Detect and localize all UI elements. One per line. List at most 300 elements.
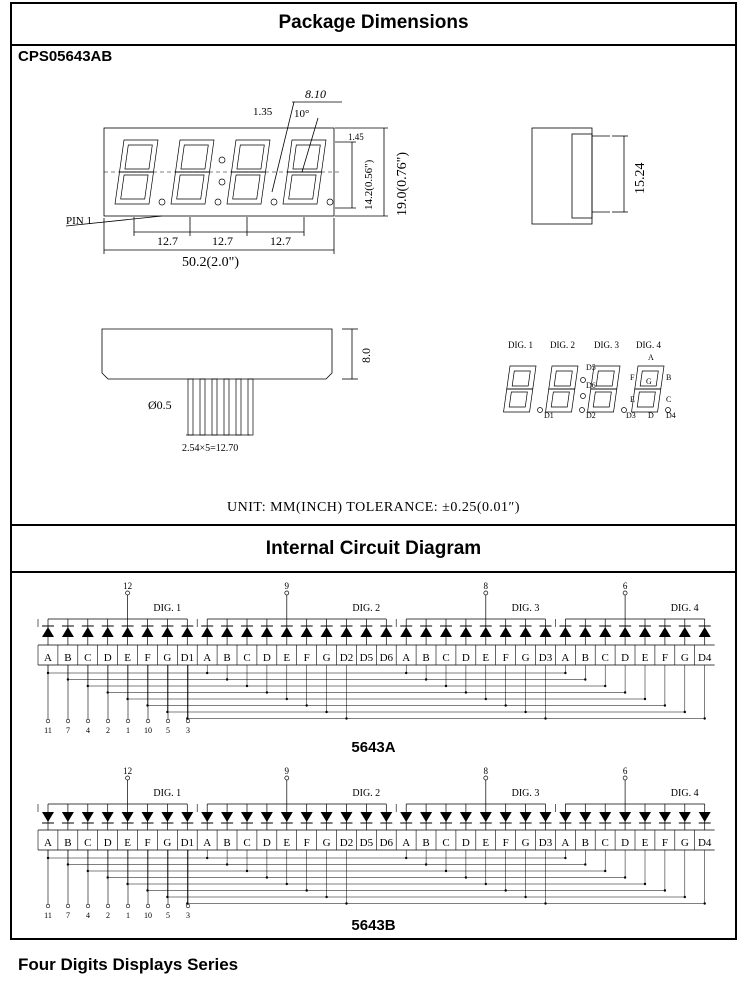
layout-colon-bottom: [581, 394, 586, 399]
common-pin-label-1: 12: [123, 766, 133, 776]
segment-label-d: D: [621, 652, 630, 664]
segment-label-a: A: [44, 652, 52, 664]
digit-label-1: DIG. 1: [153, 788, 182, 799]
junction-dot: [465, 691, 467, 693]
bottom-pin-label-1: 11: [44, 726, 52, 735]
junction-dot: [266, 691, 268, 693]
diode-14: [301, 812, 313, 822]
segment-label-d3: D3: [538, 837, 553, 849]
pin-3: [212, 379, 217, 435]
diode-9: [201, 812, 213, 822]
internal-circuit-title: Internal Circuit Diagram: [265, 538, 482, 559]
diode-19: [400, 627, 412, 637]
segment-label-c: C: [442, 837, 450, 849]
diode-3: [82, 627, 94, 637]
dp-d5: D5: [586, 363, 596, 372]
bottom-pin-10: [146, 904, 150, 908]
segment-label-d4: D4: [697, 652, 712, 664]
common-pin-12: [126, 776, 130, 780]
segment-label-d5: D5: [359, 837, 374, 849]
divider: [12, 571, 735, 573]
divider: [12, 44, 735, 46]
diode-2: [62, 812, 74, 822]
diode-7: [161, 627, 173, 637]
junction-dot: [524, 711, 526, 713]
segment-label-a: A: [402, 837, 411, 849]
junction-dot: [186, 717, 188, 719]
bottom-pin-7: [66, 904, 70, 908]
junction-dot: [524, 896, 526, 898]
diode-26: [540, 627, 552, 637]
junction-dot: [306, 889, 308, 891]
segment-label-e: E: [124, 652, 131, 664]
front-dp-1: [159, 199, 165, 205]
bottom-height-label: 8.0: [359, 348, 373, 363]
digit-label-4: DIG. 4: [670, 788, 699, 799]
common-pin-label-3: 8: [483, 766, 489, 776]
segment-label-c: C: [84, 652, 92, 664]
segment-label-d: D: [461, 652, 470, 664]
segment-label-d: D: [103, 652, 112, 664]
segment-label-e: E: [283, 652, 291, 664]
segment-label-f: F: [661, 652, 668, 664]
segment-label-a: A: [44, 837, 52, 849]
common-pin-label-2: 9: [284, 581, 290, 591]
junction-dot: [544, 717, 546, 719]
segment-label-a: A: [561, 652, 570, 664]
diode-22: [460, 627, 472, 637]
segment-label-d: D: [262, 652, 271, 664]
junction-dot: [584, 678, 586, 680]
width-label: 50.2(2.0"): [182, 255, 240, 270]
diode-24: [500, 627, 512, 637]
segment-label-c: C: [84, 837, 92, 849]
dp-d2: D2: [586, 411, 596, 420]
junction-dot: [345, 902, 347, 904]
diode-30: [619, 627, 631, 637]
junction-dot: [146, 704, 148, 706]
segment-label-g: G: [521, 837, 530, 849]
common-pin-8: [484, 776, 488, 780]
pin-1: [188, 379, 193, 435]
series-title: Four Digits Displays Series: [18, 955, 239, 974]
dp-d4: D4: [666, 411, 676, 420]
layout-dig-3: DIG. 3: [594, 340, 619, 350]
diode-18: [380, 627, 392, 637]
dp-d3: D3: [626, 411, 636, 420]
dim-8-10: 8.10: [305, 87, 326, 101]
diode-12: [261, 812, 273, 822]
junction-dot: [186, 902, 188, 904]
diode-6: [142, 812, 154, 822]
bottom-pin-label-1: 11: [44, 911, 52, 920]
junction-dot: [325, 896, 327, 898]
diode-18: [380, 812, 392, 822]
segment-label-f: F: [502, 837, 509, 849]
diode-1: [42, 627, 54, 637]
junction-dot: [684, 896, 686, 898]
diode-25: [520, 812, 532, 822]
segment-label-f: F: [144, 837, 151, 849]
junction-dot: [624, 691, 626, 693]
dp-d1: D1: [544, 411, 554, 420]
junction-dot: [87, 685, 89, 687]
junction-dot: [465, 876, 467, 878]
height-inner-label: 14.2(0.56"): [363, 159, 375, 210]
diode-15: [321, 627, 333, 637]
unit-tolerance-note: UNIT: MM(INCH) TOLERANCE: ±0.25(0.01″): [226, 500, 520, 515]
segment-label-f: F: [144, 652, 151, 664]
bottom-pin-7: [66, 719, 70, 723]
junction-dot: [206, 672, 208, 674]
model-number: CPS05643AB: [18, 48, 113, 65]
junction-dot: [345, 717, 347, 719]
segment-label-g: G: [680, 837, 689, 849]
layout-dig-1: DIG. 1: [508, 340, 533, 350]
diode-17: [360, 627, 372, 637]
segment-label-b: B: [223, 837, 231, 849]
front-dp-3: [271, 199, 277, 205]
layout-digit-4: [632, 366, 664, 412]
diode-25: [520, 627, 532, 637]
diode-6: [142, 627, 154, 637]
diode-20: [420, 627, 432, 637]
diode-17: [360, 812, 372, 822]
segment-label-a: A: [203, 837, 212, 849]
junction-dot: [564, 857, 566, 859]
digit-label-1: DIG. 1: [153, 603, 182, 614]
junction-dot: [166, 896, 168, 898]
front-colon-top: [219, 157, 225, 163]
segment-label-d2: D2: [339, 837, 354, 849]
diode-28: [579, 627, 591, 637]
seg-g: G: [646, 377, 652, 386]
diode-32: [659, 812, 671, 822]
front-view-drawing: [42, 82, 462, 270]
junction-dot: [644, 698, 646, 700]
junction-dot: [47, 672, 49, 674]
bottom-pin-label-5: 1: [126, 726, 130, 735]
diode-20: [420, 812, 432, 822]
side-view-drawing: [512, 122, 648, 232]
diode-13: [281, 627, 293, 637]
segment-label-d5: D5: [359, 652, 374, 664]
segment-label-d: D: [621, 837, 630, 849]
seg-f: F: [630, 373, 635, 382]
junction-dot: [266, 876, 268, 878]
junction-dot: [206, 857, 208, 859]
diode-5: [122, 812, 134, 822]
diode-16: [341, 812, 353, 822]
junction-dot: [485, 883, 487, 885]
height-outer-label: 19.0(0.76"): [395, 151, 410, 216]
circuit-5643a: [24, 579, 724, 739]
diode-8: [181, 627, 193, 637]
segment-label-c: C: [243, 652, 251, 664]
diode-11: [241, 812, 253, 822]
segment-label-e: E: [482, 837, 490, 849]
angle-label: 10°: [294, 108, 310, 120]
digit-label-2: DIG. 2: [352, 603, 381, 614]
digit-label-2: DIG. 2: [352, 788, 381, 799]
junction-dot: [425, 863, 427, 865]
caption-5643b: 5643B: [351, 917, 396, 934]
bottom-pin-label-8: 3: [186, 726, 190, 735]
junction-dot: [664, 889, 666, 891]
bottom-pin-label-6: 10: [144, 726, 152, 735]
segment-label-g: G: [163, 652, 172, 664]
seg-e: E: [630, 395, 635, 404]
diode-26: [540, 812, 552, 822]
segment-label-e: E: [124, 837, 131, 849]
diode-3: [82, 812, 94, 822]
junction-dot: [704, 902, 706, 904]
bottom-pin-label-7: 5: [166, 726, 170, 735]
diode-2: [62, 627, 74, 637]
junction-dot: [684, 711, 686, 713]
junction-dot: [107, 876, 109, 878]
segment-label-f: F: [661, 837, 668, 849]
diode-4: [102, 812, 114, 822]
common-pin-6: [623, 591, 627, 595]
diode-29: [599, 812, 611, 822]
layout-digit-1: [504, 366, 536, 412]
segment-label-d: D: [461, 837, 470, 849]
bottom-pin-label-3: 4: [86, 726, 90, 735]
diode-12: [261, 627, 273, 637]
pin1-label: PIN 1: [66, 215, 92, 227]
junction-dot: [126, 883, 128, 885]
segment-label-b: B: [581, 837, 589, 849]
diode-21: [440, 812, 452, 822]
pin-dia-label: Ø0.5: [148, 398, 172, 412]
diode-9: [201, 627, 213, 637]
layout-colon-top: [581, 378, 586, 383]
bottom-pin-2: [106, 904, 110, 908]
bottom-pin-label-2: 7: [66, 726, 70, 735]
dp-d6: D6: [586, 381, 596, 390]
junction-dot: [126, 698, 128, 700]
junction-dot: [604, 685, 606, 687]
diode-33: [679, 812, 691, 822]
bottom-pin-5: [166, 904, 170, 908]
layout-digit-2: [546, 366, 578, 412]
layout-dp-1: [538, 408, 543, 413]
bottom-pin-10: [146, 719, 150, 723]
junction-dot: [485, 698, 487, 700]
diode-5: [122, 627, 134, 637]
junction-dot: [564, 672, 566, 674]
junction-dot: [544, 902, 546, 904]
bottom-pin-3: [186, 904, 190, 908]
common-pin-12: [126, 591, 130, 595]
pitch-label-2: 12.7: [212, 234, 233, 248]
junction-dot: [445, 685, 447, 687]
digit-label-3: DIG. 3: [511, 603, 540, 614]
junction-dot: [325, 711, 327, 713]
junction-dot: [246, 870, 248, 872]
junction-dot: [286, 883, 288, 885]
bottom-pin-label-4: 2: [106, 911, 110, 920]
segment-label-b: B: [581, 652, 589, 664]
diode-34: [699, 812, 711, 822]
datasheet-frame: [10, 2, 737, 940]
segment-label-b: B: [64, 652, 72, 664]
diode-23: [480, 627, 492, 637]
segment-label-e: E: [283, 837, 291, 849]
junction-dot: [445, 870, 447, 872]
segment-label-f: F: [303, 652, 310, 664]
segment-label-a: A: [203, 652, 212, 664]
diode-15: [321, 812, 333, 822]
diode-22: [460, 812, 472, 822]
junction-dot: [584, 863, 586, 865]
segment-label-g: G: [322, 652, 331, 664]
dim-1-35: 1.35: [253, 106, 273, 118]
pin-2: [200, 379, 205, 435]
bottom-pin-label-4: 2: [106, 726, 110, 735]
bottom-pin-1: [126, 719, 130, 723]
segment-label-g: G: [163, 837, 172, 849]
segment-label-d6: D6: [379, 837, 394, 849]
common-pin-9: [285, 776, 289, 780]
junction-dot: [166, 711, 168, 713]
segment-label-d1: D1: [180, 837, 195, 849]
seg-d: D: [648, 411, 654, 420]
junction-dot: [146, 889, 148, 891]
pitch-label-1: 12.7: [157, 234, 178, 248]
diode-30: [619, 812, 631, 822]
segment-label-c: C: [601, 837, 609, 849]
diode-10: [221, 627, 233, 637]
segment-label-e: E: [641, 652, 649, 664]
diode-7: [161, 812, 173, 822]
junction-dot: [286, 698, 288, 700]
junction-dot: [405, 672, 407, 674]
diode-14: [301, 627, 313, 637]
segment-label-g: G: [322, 837, 331, 849]
common-pin-9: [285, 591, 289, 595]
common-pin-label-4: 6: [622, 581, 628, 591]
diode-33: [679, 627, 691, 637]
bottom-pin-5: [166, 719, 170, 723]
common-pin-label-2: 9: [284, 766, 290, 776]
diode-31: [639, 812, 651, 822]
dim-1-45: 1.45: [348, 132, 364, 142]
segment-label-a: A: [402, 652, 411, 664]
segment-label-e: E: [641, 837, 649, 849]
bottom-view-drawing: [102, 329, 373, 459]
junction-dot: [67, 678, 69, 680]
junction-dot: [425, 678, 427, 680]
segment-label-b: B: [223, 652, 231, 664]
common-pin-6: [623, 776, 627, 780]
diode-27: [559, 812, 571, 822]
front-digits: [104, 140, 342, 205]
bottom-pin-label-5: 1: [126, 911, 130, 920]
junction-dot: [226, 678, 228, 680]
digit-label-4: DIG. 4: [670, 603, 699, 614]
bottom-pin-4: [86, 719, 90, 723]
pins: [188, 379, 253, 435]
segment-label-b: B: [422, 837, 430, 849]
common-pin-8: [484, 591, 488, 595]
diode-16: [341, 627, 353, 637]
diode-24: [500, 812, 512, 822]
junction-dot: [704, 717, 706, 719]
diode-13: [281, 812, 293, 822]
bottom-pin-2: [106, 719, 110, 723]
junction-dot: [47, 857, 49, 859]
bottom-pin-label-6: 10: [144, 911, 152, 920]
junction-dot: [505, 889, 507, 891]
diode-34: [699, 627, 711, 637]
junction-dot: [87, 870, 89, 872]
junction-dot: [107, 691, 109, 693]
junction-dot: [644, 883, 646, 885]
seg-a: A: [648, 353, 654, 362]
layout-dig-2: DIG. 2: [550, 340, 575, 350]
segment-label-e: E: [482, 652, 490, 664]
caption-5643a: 5643A: [351, 739, 396, 756]
segment-label-f: F: [303, 837, 310, 849]
junction-dot: [624, 876, 626, 878]
pin-4: [224, 379, 229, 435]
diode-21: [440, 627, 452, 637]
segment-label-c: C: [442, 652, 450, 664]
junction-dot: [505, 704, 507, 706]
pin-span-label: 2.54×5=12.70: [182, 443, 239, 454]
junction-dot: [664, 704, 666, 706]
bottom-pin-label-3: 4: [86, 911, 90, 920]
diode-31: [639, 627, 651, 637]
circuit-5643b: [24, 764, 724, 924]
bottom-pin-11: [46, 904, 50, 908]
junction-dot: [67, 863, 69, 865]
segment-label-b: B: [64, 837, 72, 849]
diode-10: [221, 812, 233, 822]
segment-label-c: C: [243, 837, 251, 849]
segment-label-d6: D6: [379, 652, 394, 664]
segment-label-b: B: [422, 652, 430, 664]
package-dimensions-title: Package Dimensions: [278, 12, 469, 33]
bottom-pin-11: [46, 719, 50, 723]
bottom-pin-3: [186, 719, 190, 723]
front-colon-bottom: [219, 179, 225, 185]
seg-b: B: [666, 373, 672, 382]
bottom-pin-label-7: 5: [166, 911, 170, 920]
pin-6: [248, 379, 253, 435]
diode-8: [181, 812, 193, 822]
common-pin-label-4: 6: [622, 766, 628, 776]
segment-label-d3: D3: [538, 652, 553, 664]
front-dp-4: [327, 199, 333, 205]
diode-27: [559, 627, 571, 637]
diode-28: [579, 812, 591, 822]
junction-dot: [226, 863, 228, 865]
diode-32: [659, 627, 671, 637]
segment-label-d1: D1: [180, 652, 195, 664]
layout-dp-2: [580, 408, 585, 413]
segment-label-g: G: [521, 652, 530, 664]
front-dp-2: [215, 199, 221, 205]
diode-29: [599, 627, 611, 637]
junction-dot: [604, 870, 606, 872]
divider: [12, 524, 735, 526]
side-height-label: 15.24: [633, 162, 648, 194]
pin-5: [236, 379, 241, 435]
segment-label-d: D: [103, 837, 112, 849]
